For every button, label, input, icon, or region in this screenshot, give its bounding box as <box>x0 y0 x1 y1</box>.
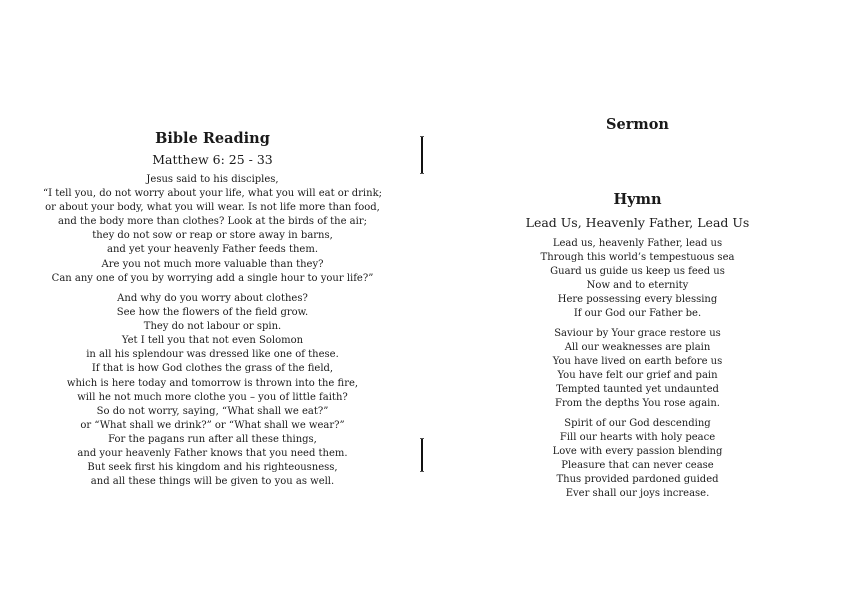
hymn-verse-3 <box>425 417 850 502</box>
hymn-line: Through this world’s tempestuous sea <box>540 252 735 264</box>
reading-line: For the pagans run after all these things, <box>108 433 317 445</box>
reading-line: So do not worry, saying, “What shall we eat?” <box>96 405 329 417</box>
fold-mark-top <box>421 136 423 174</box>
reading-line: But seek first his kingdom and his righteousness, <box>87 462 338 474</box>
hymn-line: You have lived on earth before us <box>552 356 723 368</box>
hymn-line: All our weaknesses are plain <box>564 342 711 354</box>
reading-line: Yet I tell you that not even Solomon <box>121 335 304 347</box>
reading-line: And why do you worry about clothes? <box>117 293 308 304</box>
hymn-line: Pleasure that can never cease <box>561 460 714 472</box>
hymn-line: You have felt our grief and pain <box>557 370 718 382</box>
hymn-line: Guard us guide us keep us feed us <box>550 266 725 278</box>
reading-line: they do not sow or reap or store away in barns, <box>92 230 333 242</box>
reading-line: Jesus said to his disciples, <box>146 174 279 185</box>
hymn-line: Love with every passion blending <box>552 446 723 458</box>
hymn-line: Tempted taunted yet undaunted <box>556 384 719 396</box>
reading-line: and all these things will be given to you as well. <box>90 476 335 488</box>
hymn-line: If our God our Father be. <box>573 308 702 320</box>
sermon-title: Sermon <box>606 116 669 133</box>
hymn-line: Fill our hearts with holy peace <box>559 432 716 444</box>
reading-line: If that is how God clothes the grass of the field, <box>91 363 334 375</box>
hymn-line: Ever shall our joys increase. <box>565 488 710 500</box>
reading-line: See how the flowers of the field grow. <box>116 307 309 319</box>
hymn-line: Spirit of our God descending <box>564 418 711 429</box>
hymn-line: Thus provided pardoned guided <box>556 474 719 486</box>
hymn-title: Hymn <box>613 191 662 208</box>
reading-line: which is here today and tomorrow is thrown into the fire, <box>66 377 359 389</box>
reading-line: in all his splendour was dressed like one of these. <box>86 349 339 361</box>
hymn-line: From the depths You rose again. <box>555 398 720 410</box>
hymn-name: Lead Us, Heavenly Father, Lead Us <box>525 215 750 230</box>
reading-line: “I tell you, do not worry about your life, what you will eat or drink; <box>43 188 382 200</box>
hymn-verse-2 <box>425 327 850 412</box>
bible-reading-reference: Matthew 6: 25 - 33 <box>152 152 273 167</box>
reading-line: or “What shall we drink?” or “What shall we wear?” <box>80 419 345 431</box>
reading-line: Are you not much more valuable than they? <box>101 258 324 270</box>
hymn-verse-1 <box>425 237 850 322</box>
reading-line: and yet your heavenly Father feeds them. <box>106 244 318 256</box>
right-page <box>425 0 850 601</box>
hymn-line: Now and to eternity <box>586 280 689 292</box>
reading-line: and the body more than clothes? Look at the birds of the air; <box>58 216 367 228</box>
reading-line: will he not much more clothe you – you of little faith? <box>77 391 348 403</box>
hymn-line: Here possessing every blessing <box>557 294 718 306</box>
reading-line: and your heavenly Father knows that you need them. <box>77 448 348 460</box>
bible-reading-stanza-1 <box>0 173 425 286</box>
bible-reading-title: Bible Reading <box>155 130 270 147</box>
fold-mark-bottom <box>421 438 423 472</box>
reading-line: They do not labour or spin. <box>143 321 282 333</box>
bible-reading-stanza-2 <box>0 292 425 489</box>
reading-line: Can any one of you by worrying add a single hour to your life?” <box>51 272 374 284</box>
hymn-line: Lead us, heavenly Father, lead us <box>552 238 723 249</box>
hymn-line: Saviour by Your grace restore us <box>554 328 721 339</box>
reading-line: or about your body, what you will wear. Is not life more than food, <box>45 202 380 214</box>
